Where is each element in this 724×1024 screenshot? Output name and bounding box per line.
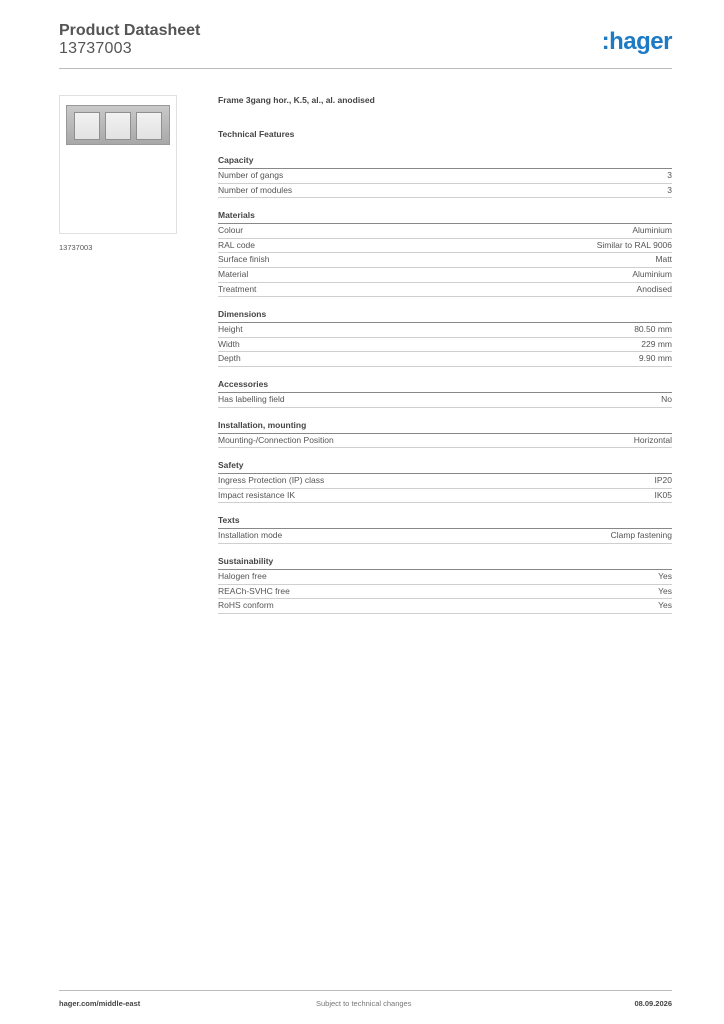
frame-slot <box>136 112 162 140</box>
spec-value: 3 <box>667 170 672 180</box>
product-details <box>218 95 672 614</box>
hager-logo[interactable]: :hager <box>601 28 672 55</box>
spec-value: 9.90 mm <box>638 353 672 364</box>
spec-section <box>218 420 672 449</box>
spec-value: 80.50 mm <box>634 324 672 335</box>
section-title: Sustainability <box>218 556 672 570</box>
spec-row <box>218 283 672 298</box>
spec-row <box>218 434 672 449</box>
spec-value: Yes <box>658 570 672 581</box>
header-product-number: 13737003 <box>59 40 132 57</box>
spec-value: IP20 <box>654 475 672 486</box>
spec-label: Surface finish <box>218 254 270 265</box>
spec-label: Has labelling field <box>218 393 285 404</box>
spec-label: Mounting-/Connection Position <box>218 434 334 445</box>
spec-value: Yes <box>658 585 672 596</box>
spec-label: Number of modules <box>218 184 293 195</box>
spec-row <box>218 585 672 600</box>
spec-value: Similar to RAL 9006 <box>596 239 672 250</box>
spec-row <box>218 599 672 614</box>
spec-label: Material <box>218 268 249 279</box>
section-title: Materials <box>218 210 672 224</box>
spec-row <box>218 184 672 199</box>
header-divider <box>59 68 672 69</box>
frame-illustration <box>66 105 170 145</box>
spec-section <box>218 210 672 297</box>
footer-notice: Subject to technical changes <box>316 999 412 1008</box>
spec-row <box>218 253 672 268</box>
section-title: Dimensions <box>218 309 672 323</box>
header-title: Product Datasheet <box>59 22 201 39</box>
spec-value: Aluminium <box>632 225 672 236</box>
spec-row <box>218 489 672 504</box>
spec-row <box>218 393 672 408</box>
spec-row <box>218 338 672 353</box>
section-title: Safety <box>218 460 672 474</box>
spec-value: Anodised <box>636 283 672 294</box>
spec-sections <box>218 155 672 614</box>
spec-label: Halogen free <box>218 570 267 581</box>
spec-section <box>218 155 672 198</box>
spec-row <box>218 529 672 544</box>
spec-row <box>218 224 672 239</box>
spec-value: 229 mm <box>641 338 672 349</box>
spec-label: Treatment <box>218 283 257 294</box>
spec-row <box>218 570 672 585</box>
spec-section <box>218 309 672 367</box>
spec-label: Colour <box>218 225 244 236</box>
spec-row <box>218 239 672 254</box>
spec-section <box>218 515 672 544</box>
spec-row <box>218 323 672 338</box>
spec-row <box>218 474 672 489</box>
footer-date: 08.09.2026 <box>634 999 672 1008</box>
spec-row <box>218 169 672 184</box>
spec-row <box>218 268 672 283</box>
spec-label: Impact resistance IK <box>218 489 296 500</box>
spec-label: Depth <box>218 353 241 364</box>
section-title: Texts <box>218 515 672 529</box>
spec-value: IK05 <box>654 489 672 500</box>
image-caption: 13737003 <box>59 243 93 252</box>
spec-label: Number of gangs <box>218 170 284 180</box>
footer-divider <box>59 990 672 991</box>
section-title: Installation, mounting <box>218 420 672 434</box>
product-image <box>59 95 177 234</box>
spec-label: RAL code <box>218 239 256 250</box>
spec-value: Yes <box>658 600 672 611</box>
spec-label: REACh-SVHC free <box>218 585 290 596</box>
frame-slot <box>105 112 131 140</box>
spec-label: Height <box>218 324 243 335</box>
logo-text: hager <box>609 28 672 55</box>
spec-section <box>218 379 672 408</box>
spec-label: Width <box>218 338 240 349</box>
section-title: Accessories <box>218 379 672 393</box>
section-title: Capacity <box>218 155 672 169</box>
spec-value: Horizontal <box>633 434 672 445</box>
product-name: Frame 3gang hor., K.5, al., al. anodised <box>218 95 375 105</box>
footer-website-link[interactable]: hager.com/middle-east <box>59 999 141 1008</box>
spec-section <box>218 556 672 614</box>
spec-value: Aluminium <box>632 268 672 279</box>
spec-value: 3 <box>667 184 672 195</box>
spec-value: Matt <box>655 254 672 265</box>
spec-label: RoHS conform <box>218 600 274 611</box>
spec-label: Ingress Protection (IP) class <box>218 475 325 486</box>
spec-value: Clamp fastening <box>610 530 672 541</box>
spec-row <box>218 352 672 367</box>
frame-slot <box>74 112 100 140</box>
technical-features-title: Technical Features <box>218 129 295 139</box>
spec-section <box>218 460 672 503</box>
spec-value: No <box>661 393 672 404</box>
spec-label: Installation mode <box>218 530 283 541</box>
